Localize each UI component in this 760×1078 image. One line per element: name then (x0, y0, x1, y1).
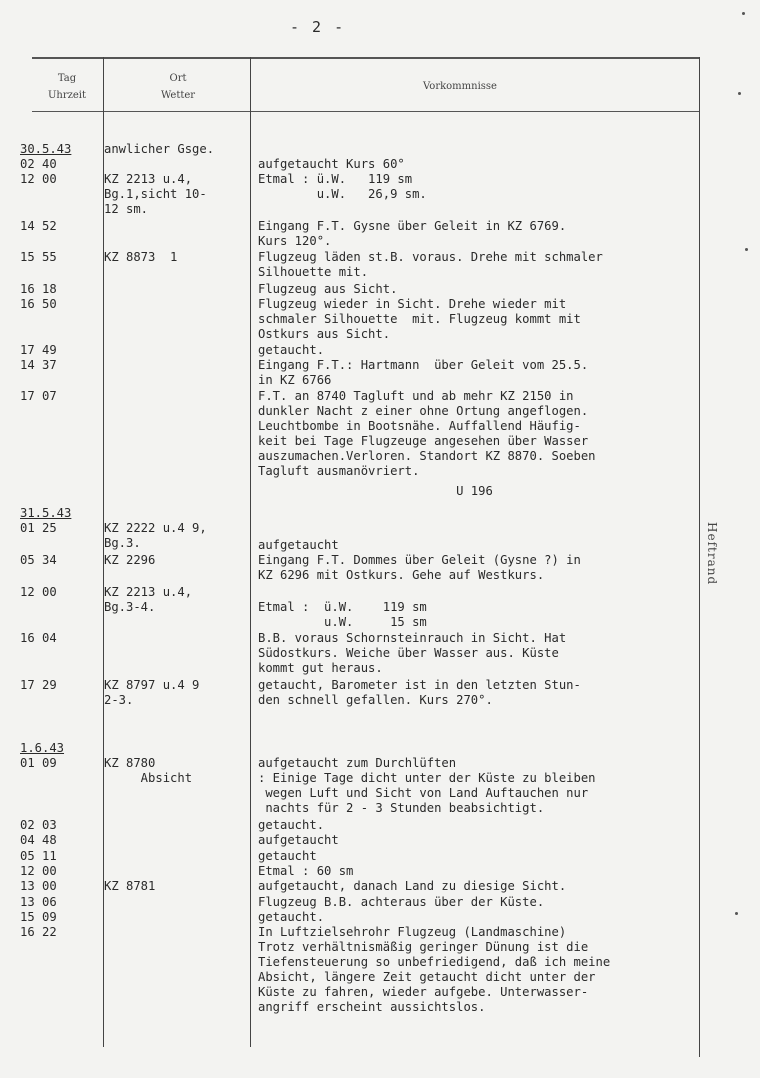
entry-event: : Einige Tage dicht unter der Küste zu bleiben wegen Luft und Sicht von Land Auftauchen nur nachts für 2 - 3 Stunden beabsichtigt. (258, 771, 596, 815)
entry-event: getaucht (258, 849, 317, 863)
entry-date: 1.6.43 (20, 741, 65, 755)
table-top-rule (32, 57, 700, 59)
entry-place-weather: KZ 8873 1 (104, 250, 178, 264)
header-time: Uhrzeit (47, 90, 87, 101)
entry-event: getaucht. (258, 910, 325, 924)
entry-time: 16 50 (20, 297, 57, 311)
entry-time: 12 00 (20, 585, 57, 599)
entry-place-weather: KZ 2213 u.4, Bg.3-4. (104, 585, 193, 614)
entry-event: aufgetaucht, danach Land zu diesige Sicht. (258, 879, 567, 893)
entry-time: 16 18 (20, 282, 57, 296)
entry-event: getaucht. (258, 343, 325, 357)
entry-time: 05 11 (20, 849, 57, 863)
entry-place-weather: Absicht (104, 771, 193, 785)
entry-event: Etmal : ü.W. 119 sm u.W. 26,9 sm. (258, 172, 427, 201)
entry-time: 12 00 (20, 864, 57, 878)
header-bottom-rule (32, 111, 700, 112)
entry-time: 15 09 (20, 910, 57, 924)
scan-speck (738, 92, 741, 95)
entry-time: 14 52 (20, 219, 57, 233)
entry-place-weather: KZ 8781 (104, 879, 156, 893)
margin-note: Heftrand (705, 522, 719, 586)
header-place: Ort (169, 73, 187, 84)
entry-time: 17 29 (20, 678, 57, 692)
right-border (699, 57, 700, 1057)
header-place-weather (130, 70, 226, 104)
entry-event: In Luftzielsehrohr Flugzeug (Landmaschine) Trotz verhältnismäßig geringer Dünung ist die Tiefensteuerung so unbefriedigend, daß ich meine Absicht, längere Zeit getaucht dicht unter der Küste zu fahren, wieder aufgebe. Unterwasser- angriff erscheint aussichtslos. (258, 925, 611, 1014)
entry-time: 15 55 (20, 250, 57, 264)
entry-event: aufgetaucht Kurs 60° (258, 157, 405, 171)
entry-event: F.T. an 8740 Tagluft und ab mehr KZ 2150 in dunkler Nacht z einer ohne Ortung angeflogen. Leuchtbombe in Bootsnähe. Auffallend Häufig- keit bei Tage Flugzeuge angesehen über Wasser auszumachen.Verloren. Standort KZ 8870. Soeben Tagluft ausmanövriert. (258, 389, 596, 478)
entry-event: aufgetaucht (258, 538, 339, 552)
entry-time: 01 25 (20, 521, 57, 535)
entry-event: Flugzeug B.B. achteraus über der Küste. (258, 895, 545, 909)
entry-place-weather: anwlicher Gsge. (104, 142, 215, 156)
entry-event: Flugzeug aus Sicht. (258, 282, 398, 296)
entry-event: Eingang F.T. Gysne über Geleit in KZ 6769. Kurs 120°. (258, 219, 567, 248)
entry-event: U 196 (258, 484, 493, 498)
entry-event: Etmal : ü.W. 119 sm u.W. 15 sm (258, 600, 427, 629)
entry-date: 31.5.43 (20, 506, 72, 520)
entry-place-weather: KZ 8797 u.4 9 2-3. (104, 678, 200, 707)
scan-speck (742, 12, 745, 15)
entry-event: Eingang F.T.: Hartmann über Geleit vom 25.5. in KZ 6766 (258, 358, 589, 387)
entry-date: 30.5.43 (20, 142, 72, 156)
entry-event: getaucht, Barometer ist in den letzten Stun- den schnell gefallen. Kurs 270°. (258, 678, 581, 707)
header-events: Vorkommnisse (423, 81, 497, 92)
entry-place-weather: KZ 2213 u.4, Bg.1,sicht 10- 12 sm. (104, 172, 207, 216)
entry-time: 14 37 (20, 358, 57, 372)
entry-time: 16 22 (20, 925, 57, 939)
entry-event: B.B. voraus Schornsteinrauch in Sicht. Hat Südostkurs. Weiche über Wasser aus. Küste kommt gut heraus. (258, 631, 567, 675)
entry-event: Flugzeug wieder in Sicht. Drehe wieder mit schmaler Silhouette mit. Flugzeug kommt mit Ostkurs aus Sicht. (258, 297, 581, 341)
entry-event: aufgetaucht (258, 833, 339, 847)
header-weather: Wetter (160, 90, 196, 101)
header-day-time (36, 70, 98, 104)
entry-time: 17 07 (20, 389, 57, 403)
header-day: Tag (57, 73, 77, 84)
scan-speck (745, 248, 748, 251)
entry-time: 13 00 (20, 879, 57, 893)
entry-place-weather: KZ 2222 u.4 9, Bg.3. (104, 521, 207, 550)
entry-time: 12 00 (20, 172, 57, 186)
entry-event: aufgetaucht zum Durchlüften (258, 756, 457, 770)
page-number: - 2 - (290, 18, 346, 36)
entry-place-weather: KZ 2296 (104, 553, 156, 567)
entry-event: Etmal : 60 sm (258, 864, 354, 878)
entry-time: 16 04 (20, 631, 57, 645)
entry-event: Eingang F.T. Dommes über Geleit (Gysne ?) in KZ 6296 mit Ostkurs. Gehe auf Westkurs. (258, 553, 581, 582)
column-divider-2 (250, 57, 251, 1047)
entry-time: 02 03 (20, 818, 57, 832)
entry-time: 02 40 (20, 157, 57, 171)
entry-time: 13 06 (20, 895, 57, 909)
entry-place-weather: KZ 8780 (104, 756, 156, 770)
entry-event: Flugzeug läden st.B. voraus. Drehe mit schmaler Silhouette mit. (258, 250, 603, 279)
entry-event: getaucht. (258, 818, 325, 832)
scan-speck (735, 912, 738, 915)
entry-time: 04 48 (20, 833, 57, 847)
entry-time: 01 09 (20, 756, 57, 770)
entry-time: 05 34 (20, 553, 57, 567)
entry-time: 17 49 (20, 343, 57, 357)
